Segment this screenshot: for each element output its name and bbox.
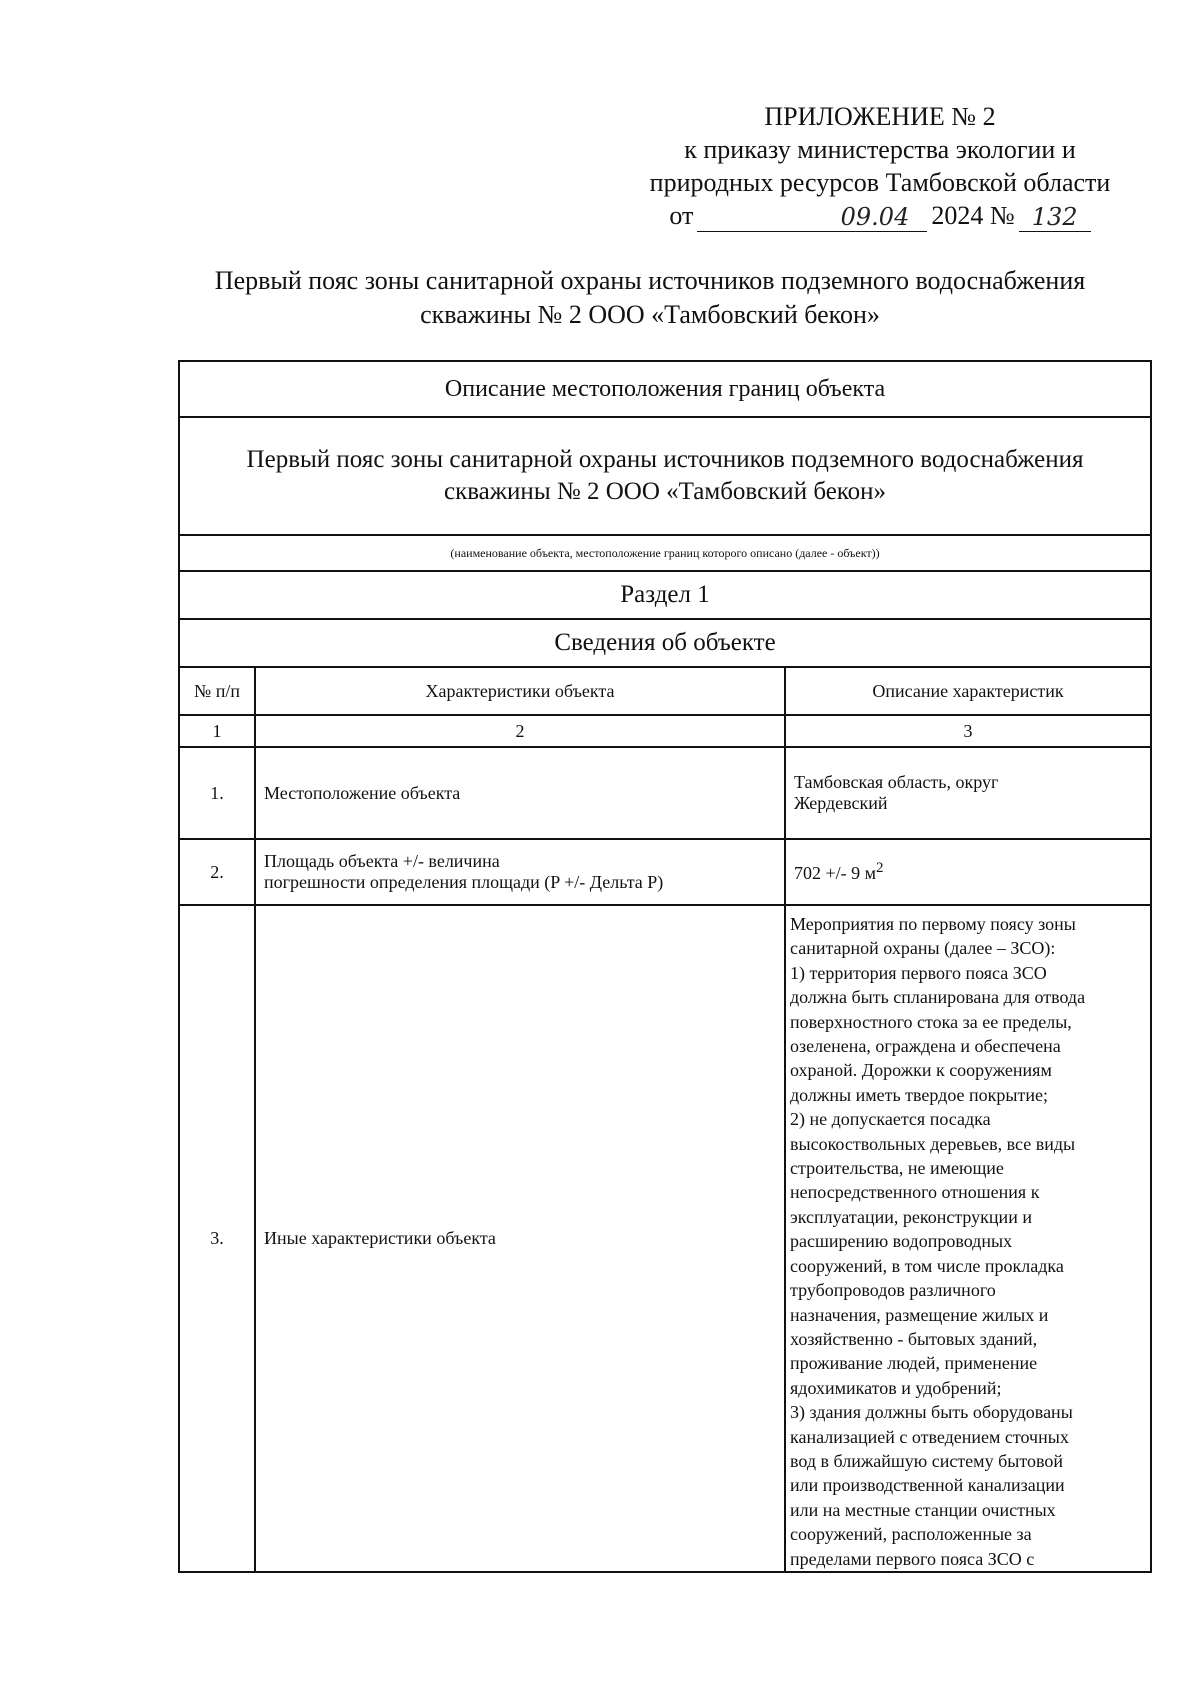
- column-number-3: 3: [785, 715, 1151, 747]
- description-line: пределами первого пояса ЗСО с: [790, 1548, 1035, 1569]
- document-title-line-1: Первый пояс зоны санитарной охраны источников подземного водоснабжения: [214, 266, 1086, 295]
- row-characteristic: Местоположение объекта: [255, 747, 785, 839]
- document-title-line-2: скважины № 2 ООО «Тамбовский бекон»: [420, 300, 880, 329]
- description-line: должна быть спланирована для отвода: [790, 987, 1086, 1008]
- column-header-number: № п/п: [179, 667, 255, 715]
- description-line: сооружений, расположенные за: [790, 1524, 1032, 1545]
- description-line: 3) здания должны быть оборудованы: [790, 1402, 1073, 1423]
- row-number: 2.: [179, 839, 255, 905]
- column-number-2: 2: [255, 715, 785, 747]
- description-line: Тамбовская область, округ: [794, 772, 999, 792]
- characteristic-line: погрешности определения площади (P +/- Дельта P): [264, 872, 664, 892]
- description-line: эксплуатации, реконструкции и: [790, 1206, 1032, 1227]
- description-line: сооружений, в том числе прокладка: [790, 1255, 1064, 1276]
- object-name: [179, 417, 1151, 535]
- appendix-block: [610, 100, 1150, 232]
- description-line: канализацией с отведением сточных: [790, 1426, 1069, 1447]
- appendix-title: ПРИЛОЖЕНИЕ № 2: [764, 102, 996, 131]
- description-line: проживание людей, применение: [790, 1353, 1038, 1374]
- description-line: Мероприятия по первому поясу зоны: [790, 914, 1076, 934]
- description-line: высокоствольных деревьев, все виды: [790, 1133, 1076, 1154]
- handwritten-date: 09.04: [697, 203, 927, 232]
- boundary-description-table: [178, 360, 1152, 1573]
- table-row: [179, 905, 1151, 1572]
- description-line: охраной. Дорожки к сооружениям: [790, 1060, 1052, 1081]
- description-line: или на местные станции очистных: [790, 1499, 1056, 1520]
- object-name-line-1: Первый пояс зоны санитарной охраны источников подземного водоснабжения: [246, 446, 1084, 473]
- area-value: 702 +/- 9 м: [794, 863, 877, 883]
- description-line: расширению водопроводных: [790, 1231, 1013, 1252]
- column-header-description: Описание характеристик: [785, 667, 1151, 715]
- description-line: озеленена, ограждена и обеспечена: [790, 1036, 1061, 1057]
- section-label: Раздел 1: [179, 571, 1151, 619]
- characteristic-line: Площадь объекта +/- величина: [264, 851, 500, 871]
- description-line: трубопроводов различного: [790, 1280, 996, 1301]
- area-unit-superscript: 2: [876, 860, 884, 876]
- area-value-cell: [785, 839, 1151, 905]
- description-line: вод в ближайшую систему бытовой: [790, 1450, 1063, 1471]
- appendix-line-2: к приказу министерства экологии и: [684, 135, 1076, 164]
- description-line: ядохимикатов и удобрений;: [790, 1377, 1002, 1398]
- description-line: санитарной охраны (далее – ЗСО):: [790, 938, 1056, 959]
- description-line: непосредственного отношения к: [790, 1182, 1040, 1203]
- document-title: [150, 264, 1150, 332]
- object-caption: (наименование объекта, местоположение границ которого описано (далее - объект)): [179, 535, 1151, 571]
- table-row: [179, 839, 1151, 905]
- appendix-line-3: природных ресурсов Тамбовской области: [649, 168, 1111, 197]
- section-title: Сведения об объекте: [179, 619, 1151, 667]
- column-header-characteristic: Характеристики объекта: [255, 667, 785, 715]
- appendix-date-line: [610, 199, 1150, 232]
- row-description: [785, 747, 1151, 839]
- description-line: хозяйственно - бытовых зданий,: [790, 1328, 1038, 1349]
- description-line: поверхностного стока за ее пределы,: [790, 1011, 1072, 1032]
- row-number: 1.: [179, 747, 255, 839]
- row-number: 3.: [179, 905, 255, 1572]
- row-characteristic: [255, 839, 785, 905]
- description-line: 2) не допускается посадка: [790, 1109, 991, 1130]
- table-row: [179, 747, 1151, 839]
- description-line: должны иметь твердое покрытие;: [790, 1084, 1048, 1105]
- description-line: 1) территория первого пояса ЗСО: [790, 962, 1047, 983]
- description-line: Жердевский: [794, 793, 888, 813]
- description-line: или производственной канализации: [790, 1475, 1065, 1496]
- handwritten-number: 132: [1019, 203, 1091, 232]
- column-number-1: 1: [179, 715, 255, 747]
- year-text: 2024 №: [931, 201, 1015, 230]
- description-line: строительства, не имеющие: [790, 1158, 1004, 1179]
- row-characteristic: Иные характеристики объекта: [255, 905, 785, 1572]
- table-header: Описание местоположения границ объекта: [179, 361, 1151, 417]
- row-description-measures: [785, 905, 1151, 1572]
- date-prefix: от: [669, 201, 694, 230]
- description-line: назначения, размещение жилых и: [790, 1304, 1049, 1325]
- object-name-line-2: скважины № 2 ООО «Тамбовский бекон»: [443, 478, 887, 505]
